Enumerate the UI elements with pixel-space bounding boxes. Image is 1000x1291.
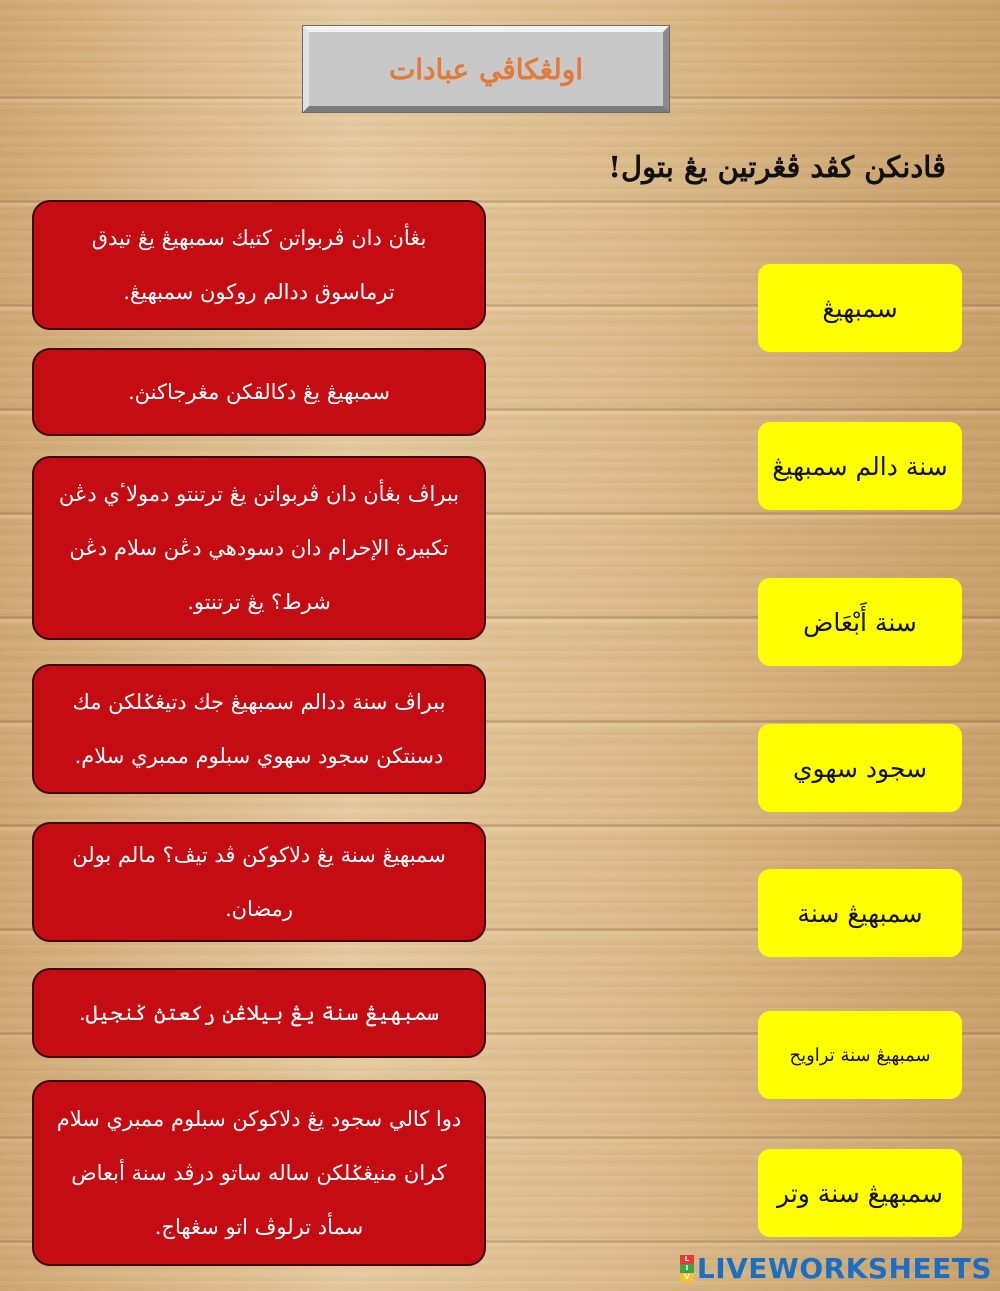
term-box-2[interactable]: سنة دالم سمبهيڠ xyxy=(758,422,962,510)
definition-text-4: ببراڤ سنة ددالم سمبهيڠ جك دتيڠݢلكن مك دسنتكن سجود سهوي سبلوم ممبري سلام. xyxy=(72,690,446,768)
liveworksheets-logo-icon xyxy=(680,1255,694,1282)
definition-box-7[interactable] xyxy=(32,1080,486,1266)
definition-text-2: سمبهيڠ يڠ دكالقكن مڠرجاكنڽ. xyxy=(127,380,390,404)
definition-box-3[interactable] xyxy=(32,456,486,640)
definition-text-3: ببراڤ بڠأن دان ڤربواتن يڠ ترتنتو دمولاٴي دڠن تكبيرة الإحرام دان دسودهي دڠن سلام دڠن شرط؟ يڠ ترتنتو. xyxy=(58,482,460,614)
definition-box-1[interactable] xyxy=(32,200,486,330)
definition-box-6[interactable] xyxy=(32,968,486,1058)
definition-box-4[interactable] xyxy=(32,664,486,794)
term-box-4[interactable]: سجود سهوي xyxy=(758,724,962,812)
definition-box-5[interactable] xyxy=(32,822,486,942)
term-box-6[interactable]: سمبهيڠ سنة تراويح xyxy=(758,1011,962,1099)
term-box-3[interactable]: سنة أَبْعَاض xyxy=(758,578,962,666)
brand-name: LIVEWORKSHEETS xyxy=(696,1252,992,1285)
definition-text-1: بڠأن دان ڤربواتن كتيك سمبهيڠ يڠ تيدق ترماسوق ددالم روكون سمبهيڠ. xyxy=(91,226,427,304)
logo-letter-i: I xyxy=(680,1264,694,1273)
instruction-text: ڤادنكن كڤد ڤڠرتين يڠ بتول! xyxy=(608,150,946,184)
definition-text-5: سمبهيڠ سنة يڠ دلاكوكن ڤد تيڤ؟ مالم بولن رمضان. xyxy=(72,843,446,921)
worksheet-title: اولڠكاڤي عبادات xyxy=(388,52,584,86)
liveworksheets-brand[interactable] xyxy=(680,1252,992,1285)
definition-text-6: سمبهيڠ سنة يڠ بيلاڠن ركعتڽ ݢنجيل. xyxy=(79,1001,439,1025)
title-box xyxy=(303,26,669,112)
logo-letter-l: L xyxy=(680,1255,694,1264)
definition-text-7: دوا كالي سجود يڠ دلاكوكن سبلوم ممبري سلام كران منيڠݢلكن ساله ساتو درڤد سنة أبعاض سمأد ترلوڤ اتو سڠهاج. xyxy=(56,1107,462,1239)
term-box-5[interactable]: سمبهيڠ سنة xyxy=(758,869,962,957)
logo-letter-v: V xyxy=(680,1273,694,1282)
definition-box-2[interactable] xyxy=(32,348,486,436)
term-box-7[interactable]: سمبهيڠ سنة وتر xyxy=(758,1149,962,1237)
term-box-1[interactable]: سمبهيڠ xyxy=(758,264,962,352)
